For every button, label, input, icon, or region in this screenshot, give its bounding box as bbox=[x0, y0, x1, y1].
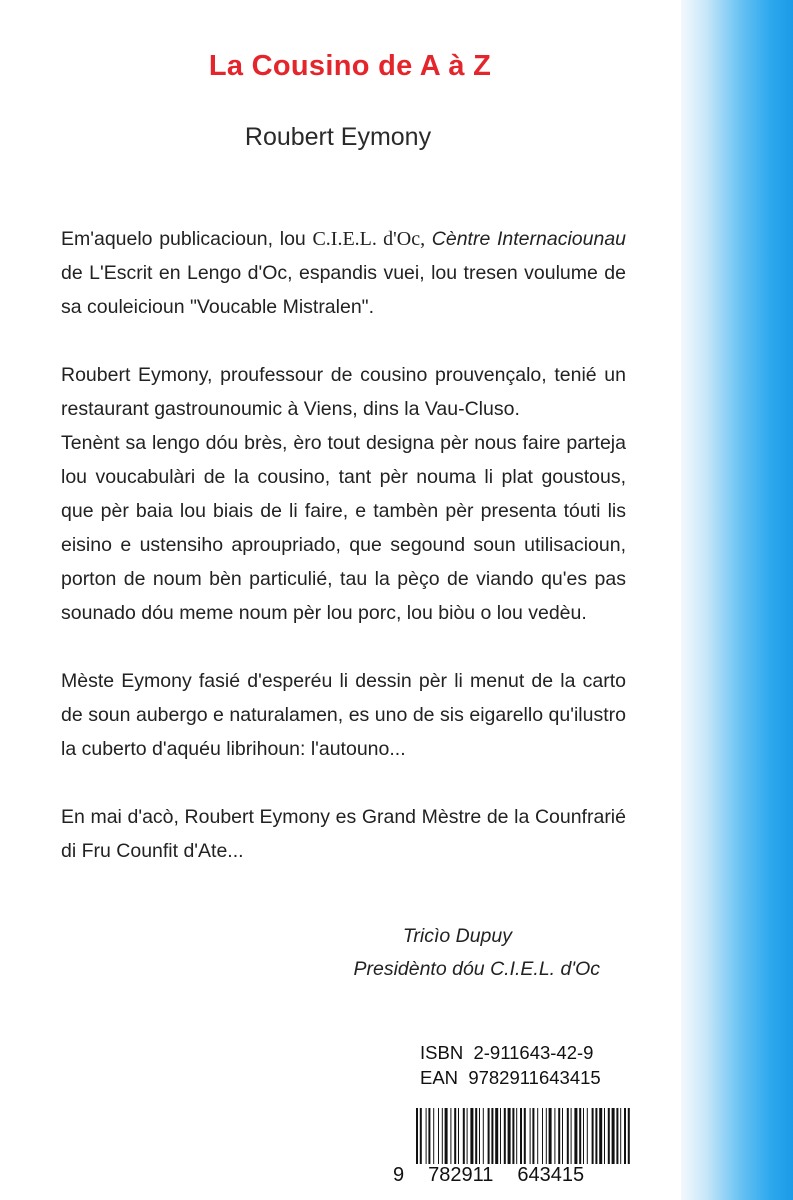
signature-role: Presidènto dóu C.I.E.L. d'Oc bbox=[353, 958, 600, 980]
back-cover-text bbox=[61, 222, 626, 868]
barcode bbox=[414, 1108, 634, 1164]
ciel-acronym: C.I.E.L. d'Oc, bbox=[312, 228, 426, 250]
book-author: Roubert Eymony bbox=[244, 123, 432, 151]
signature-name: Tricìo Dupuy bbox=[402, 925, 512, 947]
intro-text-start: Em'aquelo publicacioun, lou bbox=[61, 228, 313, 250]
barcode-digits-right: 643415 bbox=[517, 1164, 585, 1186]
paragraph-vocabulary: Tenènt sa lengo dóu brès, èro tout designa pèr nous faire parteja lou voucabulàri de la cousino, tant pèr nouma li plat goustous, que pèr baia lou biais de li faire, e tambèn pèr presenta tóuti lis eisino e ustensiho aproupriado, que segound soun utilisacioun, porton de noum bèn particulié, tau la pèço de viando qu'es pas sounado dóu meme noum pèr lou porc, lou biòu o lou vedèu. bbox=[61, 432, 626, 624]
ean-number: EAN 9782911643415 bbox=[420, 1067, 601, 1088]
isbn-number: ISBN 2-911643-42-9 bbox=[420, 1042, 594, 1063]
barcode-digit-prefix: 9 bbox=[393, 1164, 405, 1186]
intro-text-end: de L'Escrit en Lengo d'Oc, espandis vuei, lou tresen voulume de sa couleicioun "Voucable Mistralen". bbox=[61, 262, 626, 318]
paragraph-author-bio: Roubert Eymony, proufessour de cousino prouvençalo, tenié un restaurant gastrounoumic à Viens, dins la Vau-Cluso. bbox=[61, 364, 626, 420]
isbn-block bbox=[420, 1040, 635, 1090]
book-title: La Cousino de A à Z bbox=[208, 50, 492, 82]
paragraph-confraternity: En mai d'acò, Roubert Eymony es Grand Mèstre de la Counfrarié di Fru Counfit d'Ate... bbox=[61, 806, 626, 862]
book-spine-edge bbox=[681, 0, 793, 1200]
signature bbox=[0, 920, 600, 986]
barcode-digits bbox=[393, 1164, 638, 1187]
centre-name: Cèntre Internaciounau bbox=[425, 228, 627, 250]
barcode-digits-left: 782911 bbox=[428, 1164, 494, 1186]
paragraph-intro bbox=[61, 222, 626, 324]
paragraph-drawings: Mèste Eymony fasié d'esperéu li dessin pèr li menut de la carto de soun aubergo e naturalamen, es uno de sis eigarello qu'ilustro la cuberto d'aquéu librihoun: l'autouno... bbox=[61, 670, 626, 760]
